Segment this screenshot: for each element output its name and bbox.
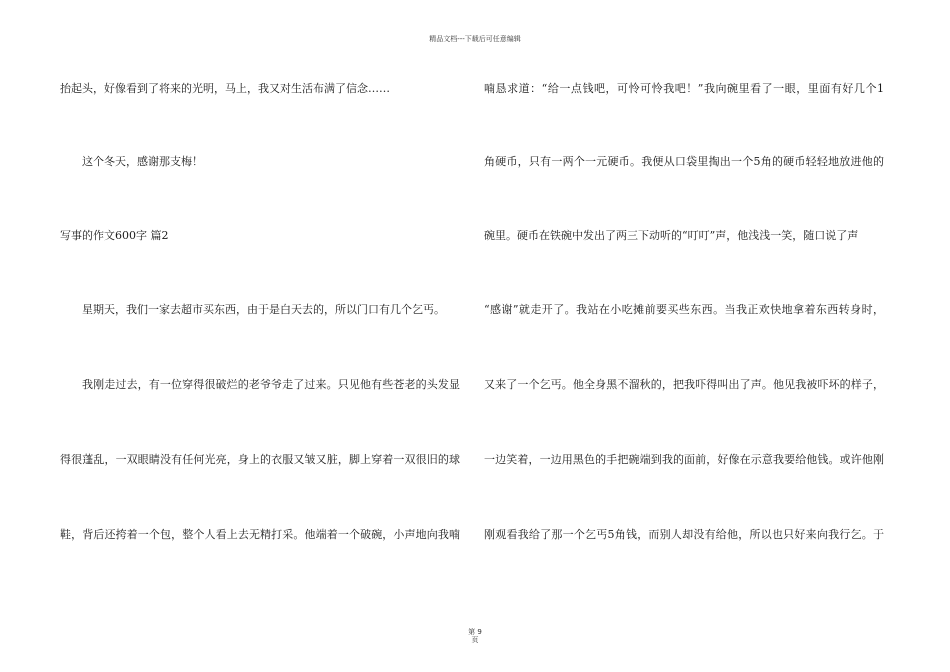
page-number xyxy=(0,628,950,644)
paragraph-line: 喃恳求道：“给一点钱吧，可怜可怜我吧！”我向碗里看了一眼，里面有好几个1 xyxy=(484,82,884,95)
paragraph-line: 刚观看我给了那一个乞丐5角钱，而别人却没有给他，所以也只好来向我行乞。于 xyxy=(484,528,884,541)
paragraph-line: 又来了一个乞丐。他全身黑不溜秋的，把我吓得叫出了声。他见我被吓坏的样子， xyxy=(484,378,884,391)
paragraph-line: 我刚走过去，有一位穿得很破烂的老爷爷走了过来。只见他有些苍老的头发显 xyxy=(82,378,460,391)
paragraph-line: 鞋，背后还挎着一个包，整个人看上去无精打采。他端着一个破碗，小声地向我喃 xyxy=(60,528,460,541)
paragraph-line: 碗里。硬币在铁碗中发出了两三下动听的“叮叮”声，他浅浅一笑，随口说了声 xyxy=(484,229,859,242)
paragraph-line: 角硬币，只有一两个一元硬币。我便从口袋里掏出一个5角的硬币轻轻地放进他的 xyxy=(484,155,884,168)
section-heading: 写事的作文600字 篇2 xyxy=(60,229,169,242)
page-number-line: 第 9 xyxy=(468,628,482,636)
paragraph-line: 一边笑着，一边用黑色的手把碗端到我的面前，好像在示意我要给他钱。或许他刚 xyxy=(484,453,884,466)
paragraph-line: 星期天，我们一家去超市买东西，由于是白天去的，所以门口有几个乞丐。 xyxy=(82,303,445,316)
page-header: 精品文档---下载后可任意编辑 xyxy=(429,35,521,43)
paragraph-line: 得很蓬乱，一双眼睛没有任何光亮，身上的衣服又皱又脏，脚上穿着一双很旧的球 xyxy=(60,453,460,466)
paragraph-line: 这个冬天，感谢那支梅！ xyxy=(82,155,203,168)
page-number-suffix: 页 xyxy=(471,636,479,644)
paragraph-line: “感谢”就走开了。我站在小吃摊前要买些东西。当我正欢快地拿着东西转身时， xyxy=(484,303,884,316)
paragraph-line: 抬起头，好像看到了将来的光明，马上，我又对生活布满了信念…… xyxy=(60,82,390,95)
